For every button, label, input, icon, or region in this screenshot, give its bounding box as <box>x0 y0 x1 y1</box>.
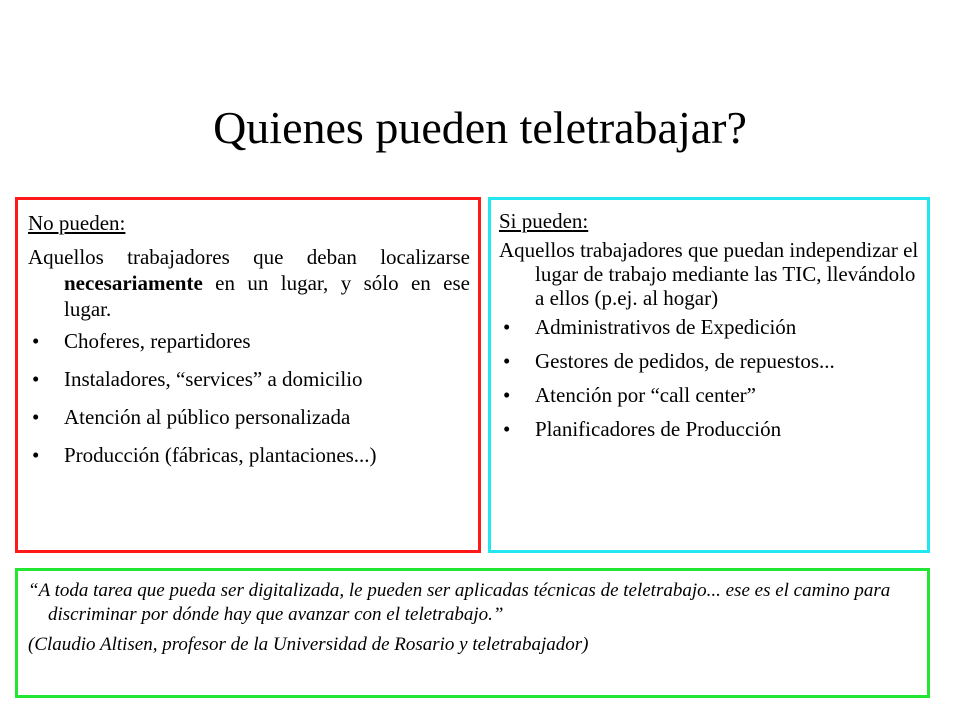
quote-box <box>15 568 930 698</box>
no-pueden-emphasis: necesariamente <box>64 271 203 295</box>
list-item-label: Atención por “call center” <box>535 383 756 407</box>
si-pueden-heading: Si pueden: <box>499 209 589 233</box>
si-pueden-box <box>488 197 930 553</box>
list-item <box>499 412 919 446</box>
bullet-icon: • <box>32 405 40 429</box>
list-item-label: Producción (fábricas, plantaciones...) <box>64 443 377 467</box>
no-pueden-box <box>15 197 481 553</box>
si-pueden-list <box>499 310 919 446</box>
bullet-icon: • <box>32 367 40 391</box>
list-item <box>499 344 919 378</box>
list-item-label: Instaladores, “services” a domicilio <box>64 367 363 391</box>
list-item-label: Choferes, repartidores <box>64 329 251 353</box>
si-pueden-description: Aquellos trabajadores que puedan independizar el lugar de trabajo mediante las TIC, llevándolo a ellos (p.ej. al hogar) <box>499 238 919 310</box>
bullet-icon: • <box>503 417 511 441</box>
list-item-label: Atención al público personalizada <box>64 405 351 429</box>
list-item <box>499 310 919 344</box>
list-item <box>28 322 470 360</box>
bullet-icon: • <box>503 383 511 407</box>
no-pueden-text-after: en un lugar, y sólo en ese lugar. <box>64 271 470 321</box>
bullet-icon: • <box>32 443 40 467</box>
quote-text: “A toda tarea que pueda ser digitalizada, le pueden ser aplicadas técnicas de teletrabajo... ese es el camino para discriminar por dónde hay que avanzar con el teletrabajo.” <box>28 580 891 625</box>
no-pueden-text-before: Aquellos trabajadores que deban localizarse <box>28 245 470 269</box>
no-pueden-description <box>28 244 470 322</box>
list-item-label: Administrativos de Expedición <box>535 315 797 339</box>
bullet-icon: • <box>32 329 40 353</box>
list-item-label: Gestores de pedidos, de repuestos... <box>535 349 835 373</box>
bullet-icon: • <box>503 315 511 339</box>
list-item <box>28 398 470 436</box>
list-item-label: Planificadores de Producción <box>535 417 782 441</box>
slide-title: Quienes pueden teletrabajar? <box>213 102 747 153</box>
no-pueden-heading: No pueden: <box>28 211 126 235</box>
list-item <box>28 436 470 474</box>
bullet-icon: • <box>503 349 511 373</box>
quote-attribution: (Claudio Altisen, profesor de la Universidad de Rosario y teletrabajador) <box>28 634 589 655</box>
list-item <box>499 378 919 412</box>
list-item <box>28 360 470 398</box>
no-pueden-list <box>28 322 470 474</box>
